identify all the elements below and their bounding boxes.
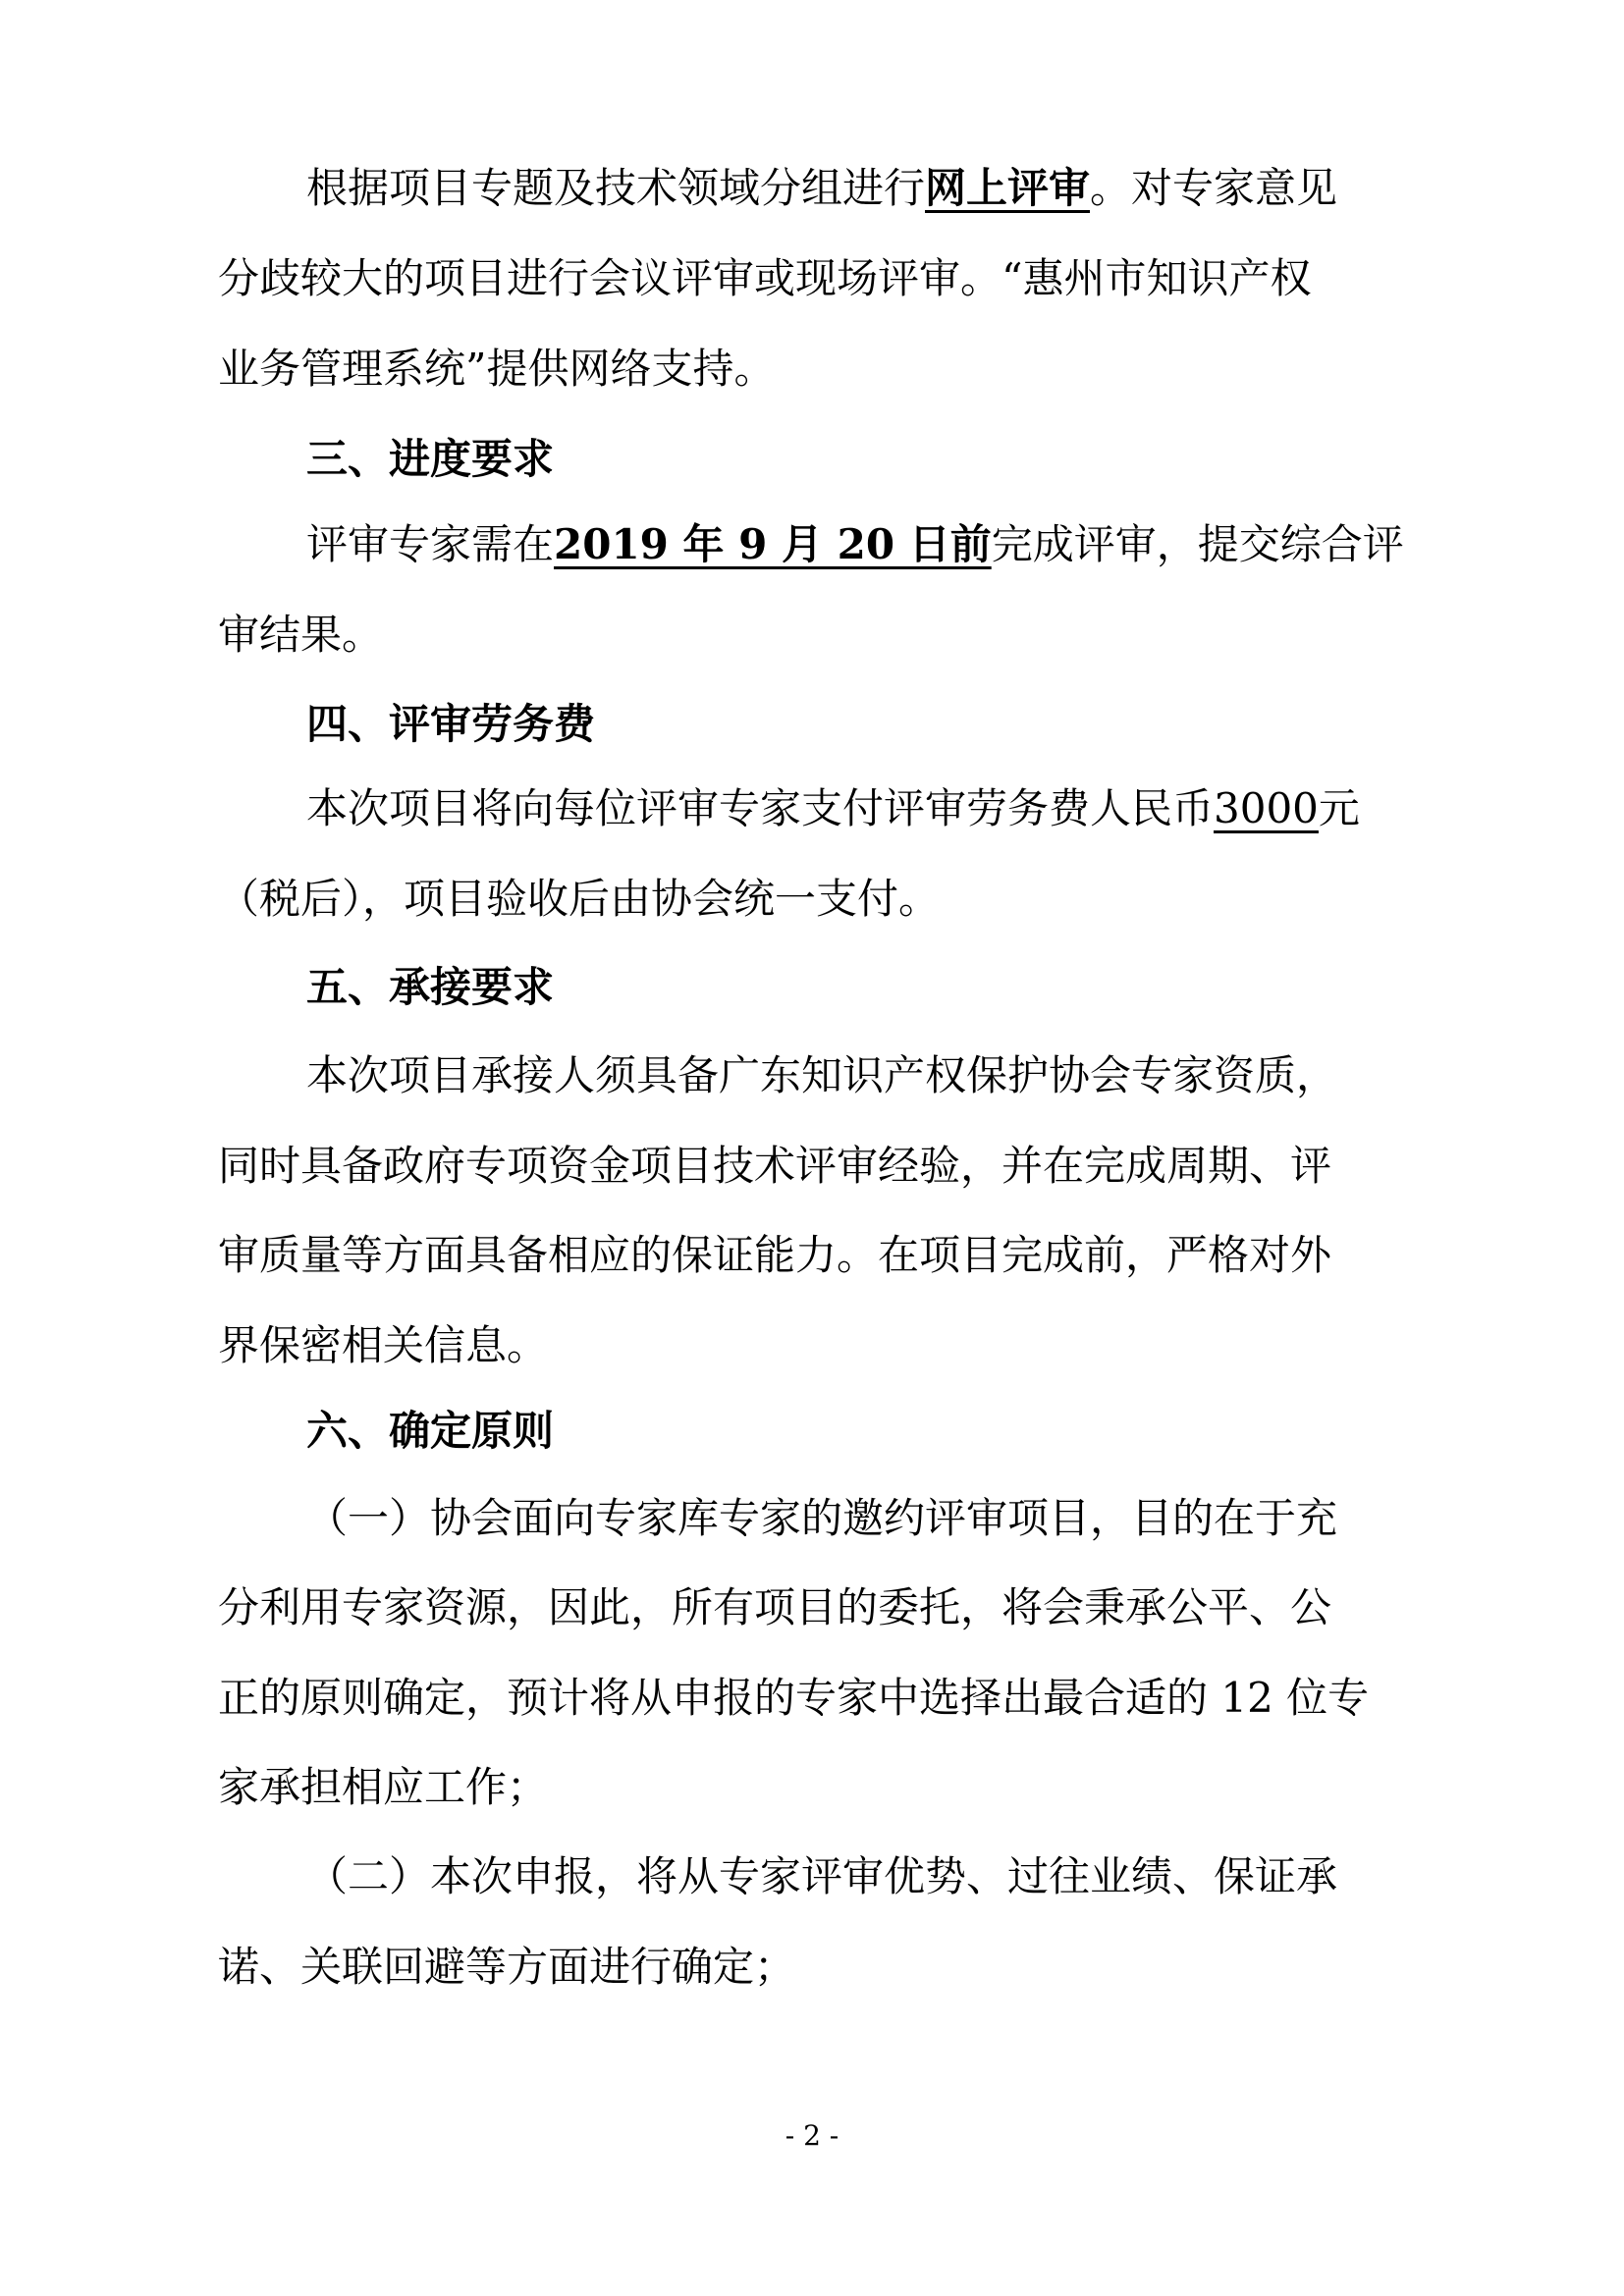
text-span: 完成评审，提交综合评 <box>991 520 1404 568</box>
page-number: - 2 - <box>785 2119 839 2152</box>
section-heading: 四、评审劳务费 <box>306 700 596 748</box>
text-span: 本次项目将向每位评审专家支付评审劳务费人民币 <box>306 784 1215 832</box>
text-span: 元 <box>1318 784 1360 832</box>
section-heading: 五、承接要求 <box>306 963 555 1011</box>
paragraph-line <box>306 159 1337 218</box>
fee-amount: 3000 <box>1214 784 1319 832</box>
text-span: 评审专家需在 <box>306 520 555 568</box>
section-heading: 六、确定原则 <box>306 1407 555 1455</box>
paragraph-line: （一）协会面向专家库专家的邀约评审项目，目的在于充 <box>306 1494 1338 1542</box>
paragraph-line: 分利用专家资源，因此，所有项目的委托，将会秉承公平、公 <box>218 1583 1332 1631</box>
paragraph-line <box>306 779 1360 838</box>
paragraph-line: 审结果。 <box>218 611 384 659</box>
text-span: 。对专家意见 <box>1090 164 1338 212</box>
paragraph-line: （二）本次申报，将从专家评审优势、过往业绩、保证承 <box>306 1852 1338 1900</box>
paragraph-line: 分歧较大的项目进行会议评审或现场评审。“惠州市知识产权 <box>218 254 1312 302</box>
underlined-text: 网上评审 <box>925 164 1091 212</box>
text-span: 根据项目专题及技术领域分组进行 <box>306 164 926 212</box>
paragraph-line: 诺、关联回避等方面进行确定； <box>218 1943 796 1991</box>
paragraph-line: 同时具备政府专项资金项目技术评审经验，并在完成周期、评 <box>218 1142 1332 1190</box>
paragraph-line: 正的原则确定，预计将从申报的专家中选择出最合适的 12 位专 <box>218 1674 1370 1722</box>
paragraph-line <box>306 515 1404 574</box>
deadline-date: 2019 年 9 月 20 日前 <box>554 520 992 568</box>
paragraph-line: 界保密相关信息。 <box>218 1321 549 1369</box>
paragraph-line: 家承担相应工作； <box>218 1763 549 1811</box>
section-heading: 三、进度要求 <box>306 435 555 483</box>
paragraph-line: 本次项目承接人须具备广东知识产权保护协会专家资质， <box>306 1051 1338 1099</box>
paragraph-line: （税后），项目验收后由协会统一支付。 <box>218 875 941 923</box>
paragraph-line: 审质量等方面具备相应的保证能力。在项目完成前，严格对外 <box>218 1231 1332 1279</box>
paragraph-line: 业务管理系统”提供网络支持。 <box>218 345 776 393</box>
